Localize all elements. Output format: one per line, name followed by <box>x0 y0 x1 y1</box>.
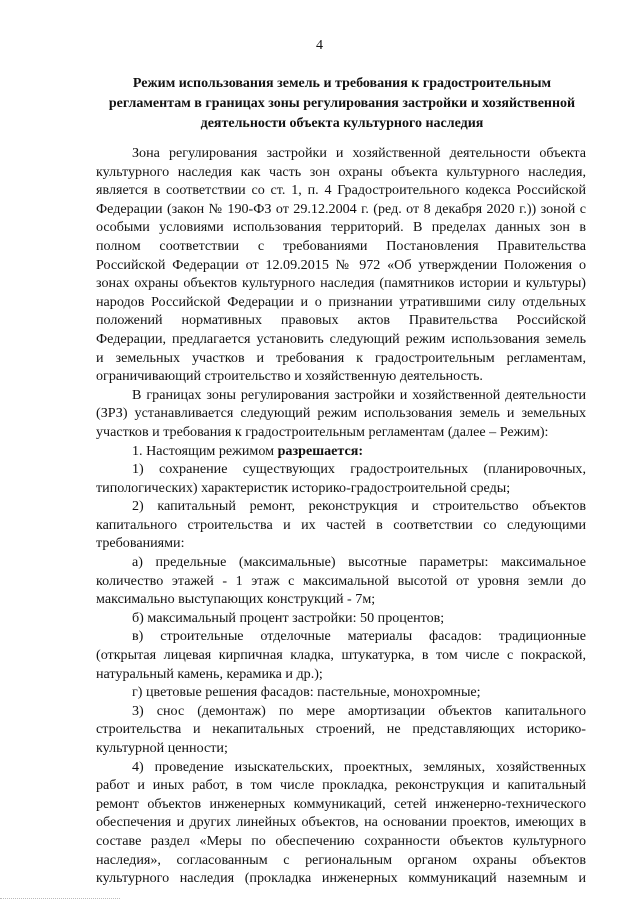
text-line: требованиями: <box>96 535 185 552</box>
text-line: 1. Настоящим режимом разрешается: <box>132 442 364 459</box>
text-line: культурной ценности; <box>96 740 228 756</box>
bold-emphasis: разрешается: <box>274 442 364 459</box>
text-line: строительства и некапитальных строений, не представляющих историко- <box>96 721 586 738</box>
page-number: 4 <box>316 38 323 53</box>
text-line: (ЗРЗ) устанавливается следующий режим использования земель и земельных <box>96 405 586 422</box>
text-line: Федерации, предлагается установить следующий режим использования земель <box>96 330 586 347</box>
text-line: народов Российской Федерации и о признании утратившими силу отдельных <box>96 293 586 310</box>
text-line: Российской Федерации от 12.09.2015 № 972 «Об утверждении Положения о <box>96 256 586 273</box>
text-line: ремонт объектов инженерных коммуникаций, сетей инженерно-технического <box>96 795 586 812</box>
paragraph <box>96 758 586 888</box>
paragraph <box>96 386 586 442</box>
text-line: В границах зоны регулирования застройки и хозяйственной деятельности <box>132 386 586 403</box>
text-line: является в соответствии со ст. 1, п. 4 Градостроительного кодекса Российской <box>96 182 586 199</box>
text-line: наследия», согласованным с региональным органом охраны объектов <box>96 851 586 868</box>
paragraph <box>96 609 586 628</box>
paragraph <box>96 144 586 386</box>
text-line: капитального строительства и их частей в соответствии со следующими <box>96 516 586 533</box>
text-line: зонах охраны объектов культурного наследия (памятников истории и культуры) <box>96 275 586 292</box>
text-line: количество этажей - 1 этаж с максимальной высотой от уровня земли до <box>96 572 586 589</box>
paragraph <box>96 460 586 497</box>
text-line: участков и требования к градостроительным регламентам (далее – Режим): <box>96 423 549 440</box>
text-line: ограничивающий строительство и хозяйственную деятельность. <box>96 368 483 385</box>
text-line: типологических) характеристик историко-градостроительной среды; <box>96 479 511 496</box>
paragraph <box>96 702 586 758</box>
text-line: 3) снос (демонтаж) по мере амортизации объектов капитального <box>132 702 586 719</box>
paragraph <box>96 497 586 553</box>
text-line: натуральный камень, керамика и др.); <box>96 665 323 682</box>
paragraph <box>96 683 586 702</box>
text-line: максимально выступающих конструкций - 7м; <box>96 591 376 608</box>
title-line: Режим использования земель и требования к градостроительным <box>132 76 552 91</box>
text-line: Зона регулирования застройки и хозяйственной деятельности объекта <box>132 145 586 161</box>
text-line: 2) капитальный ремонт, реконструкция и строительство объектов <box>132 498 586 515</box>
text-line: (открытая лицевая кирпичная кладка, штукатурка, в том числе с покраской, <box>96 647 586 664</box>
text-line: культурного наследия как часть зон охраны объекта культурного наследия, <box>96 163 586 180</box>
text-line: б) максимальный процент застройки: 50 процентов; <box>132 609 445 626</box>
document-body <box>96 144 586 888</box>
text-line: обеспечения и других линейных объектов, на основании проектов, имеющих в <box>96 814 586 831</box>
text-line: работ и иных работ, в том числе прокладка, реконструкция и капитальный <box>96 777 586 794</box>
paragraph <box>96 553 586 609</box>
text-line: а) предельные (максимальные) высотные параметры: максимальное <box>132 554 586 571</box>
text-line: положений нормативных правовых актов Правительства Российской <box>96 312 586 329</box>
text-line: и земельных участков и требования к градостроительным регламентам, <box>96 349 586 366</box>
text-line: в) строительные отделочные материалы фасадов: традиционные <box>132 628 586 645</box>
text-line: культурного наследия (прокладка инженерных коммуникаций наземным и <box>96 870 586 887</box>
paragraph <box>96 442 586 461</box>
text-line: особыми условиями использования территорий. В пределах данных зон в <box>96 219 586 236</box>
title-line: деятельности объекта культурного наследия <box>200 116 484 131</box>
title-line: регламентам в границах зоны регулирования застройки и хозяйственной <box>108 96 576 111</box>
document-title <box>92 74 592 134</box>
text-line: полном соответствии с требованиями Постановления Правительства <box>96 237 586 254</box>
text-line: 4) проведение изыскательских, проектных, земляных, хозяйственных <box>132 758 586 775</box>
text-line: Федерации (закон № 190-ФЗ от 29.12.2004 г. (ред. от 8 декабря 2020 г.)) зоной с <box>96 200 586 217</box>
text-line: г) цветовые решения фасадов: пастельные, монохромные; <box>132 684 481 701</box>
paragraph <box>96 627 586 683</box>
scan-edge-mark <box>0 898 120 903</box>
text-line: составе раздел «Меры по обеспечению сохранности объектов культурного <box>96 832 586 849</box>
text-line: 1) сохранение существующих градостроительных (планировочных, <box>132 461 586 478</box>
